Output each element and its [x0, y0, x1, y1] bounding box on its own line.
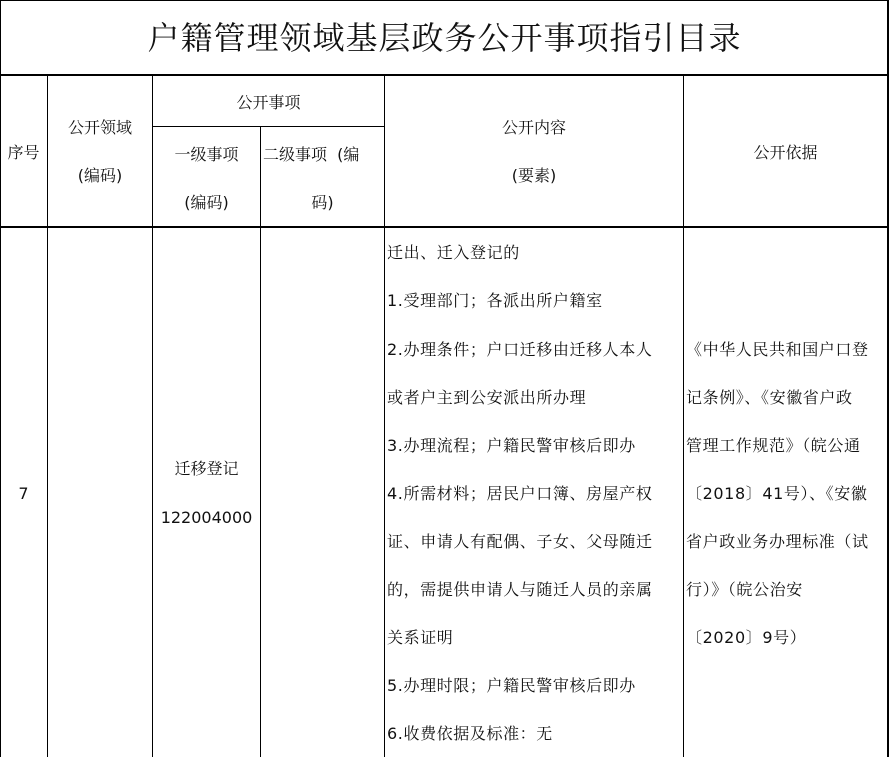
- rule-header-bottom: [0, 226, 889, 228]
- row-level1-name: 迁移登记: [174, 459, 239, 478]
- content-line: 6.收费依据及标准：无: [387, 724, 553, 743]
- basis-line: 记条例》、《安徽省户政: [686, 388, 853, 407]
- basis-line: 〔2020〕9号）: [686, 628, 807, 647]
- header-content-elements: (要素): [511, 166, 557, 185]
- content-line: 证、申请人有配偶、子女、父母随迁: [387, 532, 653, 551]
- rule-items-group-bottom: [152, 126, 384, 127]
- content-line: 3.办理流程；户籍民警审核后即办: [387, 436, 636, 455]
- header-level2-code: 码): [311, 193, 334, 212]
- row-level1-code: 122004000: [160, 508, 253, 527]
- basis-line: 管理工作规范》（皖公通: [686, 436, 861, 455]
- basis-line: 省户政业务办理标准（试: [686, 532, 869, 551]
- content-line: 或者户主到公安派出所办理: [387, 388, 587, 407]
- content-line: 2.办理条件；户口迁移由迁移人本人: [387, 340, 653, 359]
- border-top: [0, 0, 889, 1]
- basis-line: 《中华人民共和国户口登: [686, 340, 869, 359]
- header-level2-label: 二级事项 (编: [263, 145, 360, 164]
- header-domain-code: (编码): [77, 166, 123, 185]
- col-rule-2: [152, 75, 153, 757]
- rule-title-bottom: [0, 74, 889, 76]
- col-rule-3: [260, 126, 261, 757]
- page-title: 户籍管理领域基层政务公开事项指引目录: [147, 19, 742, 57]
- header-basis: 公开依据: [753, 143, 818, 162]
- header-level1-code: (编码): [184, 193, 229, 212]
- header-items-group: 公开事项: [236, 93, 301, 112]
- content-line: 关系证明: [387, 628, 454, 647]
- col-rule-5: [683, 75, 684, 757]
- row-seq: 7: [18, 484, 29, 503]
- basis-line: 行）》（皖公治安: [686, 580, 803, 599]
- content-line: 1.受理部门；各派出所户籍室: [387, 291, 603, 310]
- content-line: 4.所需材料；居民户口簿、房屋产权: [387, 484, 653, 503]
- content-line: 的，需提供申请人与随迁人员的亲属: [387, 580, 653, 599]
- basis-line: 〔2018〕41号）、《安徽: [686, 484, 868, 503]
- header-domain-label: 公开领域: [67, 118, 132, 137]
- content-line: 迁出、迁入登记的: [387, 243, 520, 262]
- header-seq: 序号: [7, 143, 40, 162]
- border-left: [0, 0, 1, 757]
- header-content-label: 公开内容: [501, 118, 566, 137]
- content-line: 5.办理时限；户籍民警审核后即办: [387, 676, 636, 695]
- header-level1-label: 一级事项: [174, 145, 239, 164]
